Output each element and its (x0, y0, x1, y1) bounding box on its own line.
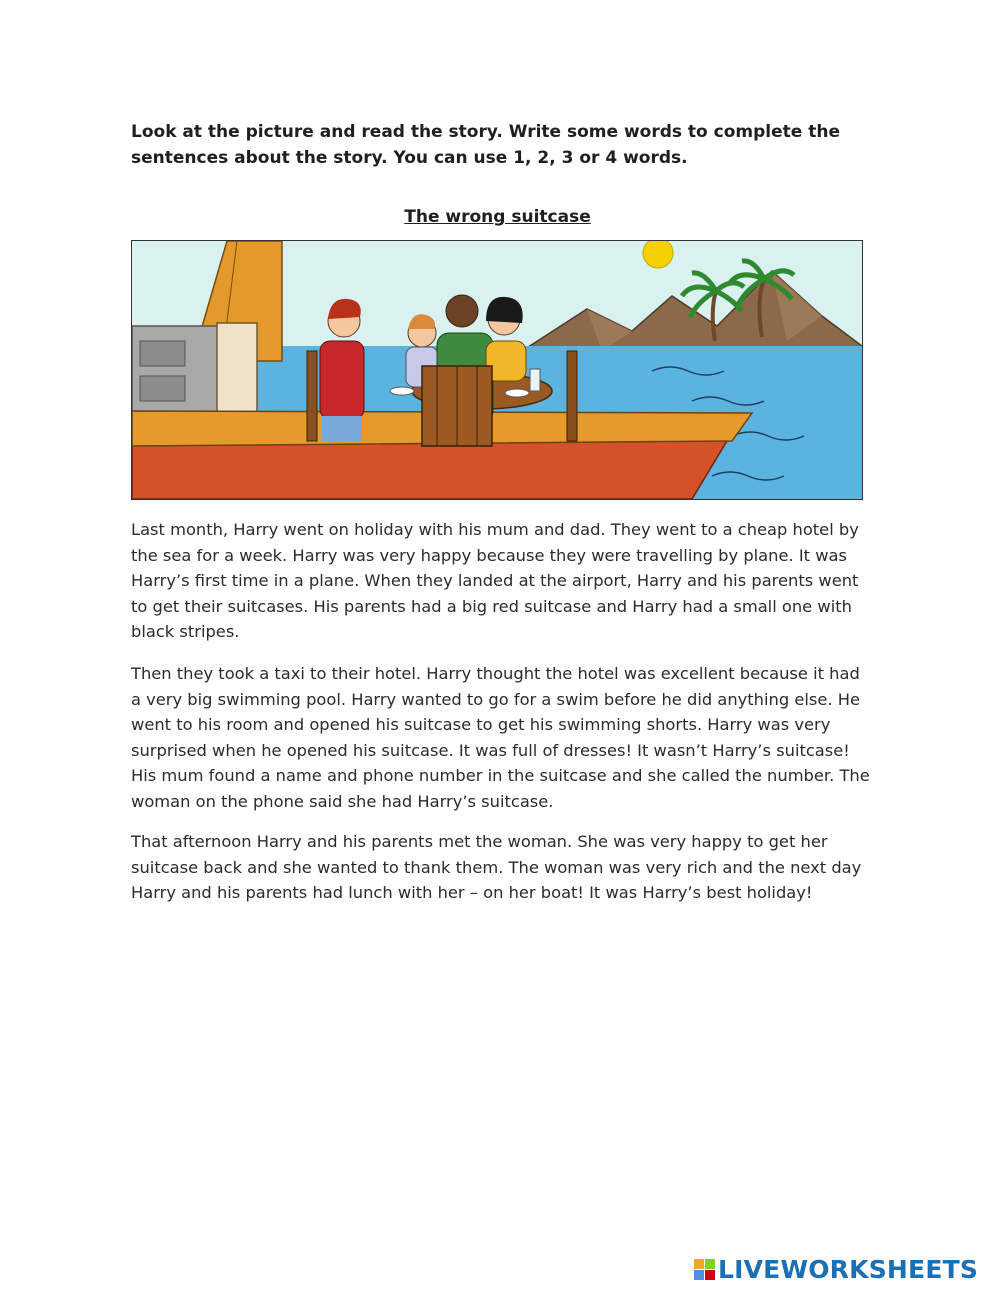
illustration-drawing (132, 241, 862, 499)
instructions: Look at the picture and read the story. Write some words to complete the sentences about the story. You can use 1, 2, 3 or 4 words. (131, 122, 840, 168)
sun-icon (643, 241, 673, 268)
liveworksheets-logo-icon (694, 1259, 715, 1280)
liveworksheets-brand[interactable] (694, 1254, 978, 1284)
glass-icon (530, 369, 540, 391)
story-paragraph-3: That afternoon Harry and his parents met the woman. She was very happy to get her suitcase back and she wanted to thank them. The woman was very rich and the next day Harry and his parents had lunch with her – on her boat! It was Harry’s best holiday! (131, 832, 862, 902)
boat-lunch-illustration (131, 240, 863, 500)
brand-text: LIVEWORKSHEETS (718, 1254, 979, 1284)
story-title: The wrong suitcase (404, 207, 591, 227)
story-paragraph-1: Last month, Harry went on holiday with his mum and dad. They went to a cheap hotel by the sea for a week. Harry was very happy because they were travelling by plane. It was Harry’s first time in a plane. When they landed at the airport, Harry and his parents went to get their suitcases. His parents had a big red suitcase and Harry had a small one with black stripes. (131, 520, 859, 641)
story-paragraph-2: Then they took a taxi to their hotel. Harry thought the hotel was excellent because it had a very big swimming pool. Harry wanted to go for a swim before he did anything else. He went to his room and opened his suitcase to get his swimming shorts. Harry was very surprised when he opened his suitcase. It was full of dresses! It wasn’t Harry’s suitcase! His mum found a name and phone number in the suitcase and she called the number. The woman on the phone said she had Harry’s suitcase. (131, 664, 870, 811)
